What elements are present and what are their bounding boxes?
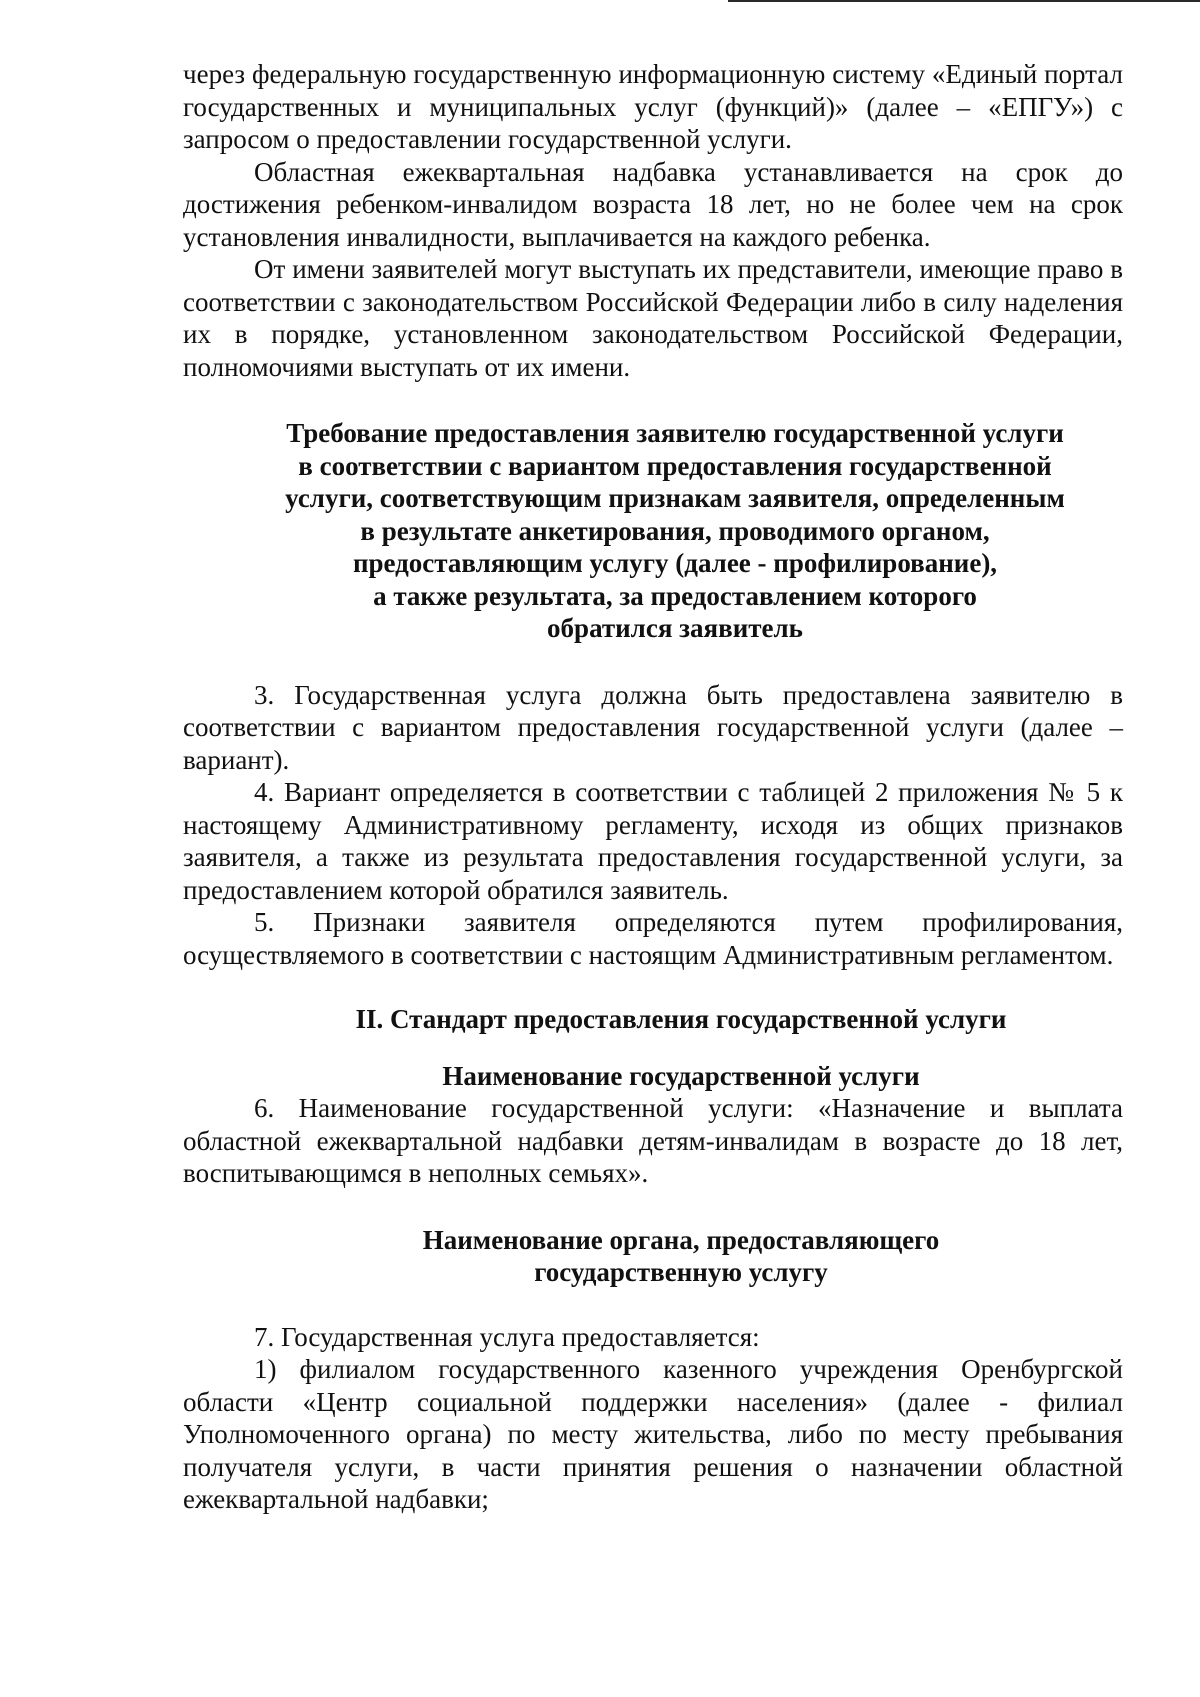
scan-edge-line xyxy=(728,0,1200,2)
paragraph-representatives: От имени заявителей могут выступать их представители, имеющие право в соответствии с законодательством Российской Федерации либо в силу наделения их в порядке, установленном законодательством Российской Федерации, полномочиями выступать от их имени. xyxy=(183,254,1123,382)
paragraph-item-4: 4. Вариант определяется в соответствии с таблицей 2 приложения № 5 к настоящему Административному регламенту, исходя из общих признаков заявителя, а также из результата предоставления государственной услуги, за предоставлением которой обратился заявитель. xyxy=(183,777,1123,905)
heading-requirement-line: а также результата, за предоставлением которого xyxy=(373,580,977,611)
heading-requirement-line: обратился заявитель xyxy=(547,613,803,643)
paragraph-item-7-1: 1) филиалом государственного казенного учреждения Оренбургской области «Центр социальной поддержки населения» (далее - филиал Уполномоченного органа) по месту жительства, либо по месту пребывания получателя услуги, в части принятия решения о назначении областной ежеквартальной надбавки; xyxy=(183,1354,1123,1514)
paragraph-item-6: 6. Наименование государственной услуги: «Назначение и выплата областной ежеквартальной надбавки детям-инвалидам в возрасте до 18 лет, воспитывающимся в неполных семьях». xyxy=(183,1093,1123,1188)
heading-service-name: Наименование государственной услуги xyxy=(442,1060,920,1091)
heading-requirement xyxy=(183,417,1123,645)
heading-requirement-line: услуги, соответствующим признакам заявителя, определенным xyxy=(285,483,1065,513)
heading-section-2: II. Стандарт предоставления государственной услуги xyxy=(355,1004,1007,1034)
document-body xyxy=(183,58,1123,1516)
heading-requirement-line: Требование предоставления заявителю государственной услуги xyxy=(286,418,1064,448)
heading-organ xyxy=(183,1224,1123,1289)
paragraph-item-3: 3. Государственная услуга должна быть предоставлена заявителю в соответствии с вариантом предоставления государственной услуги (далее – вариант). xyxy=(183,679,1123,775)
heading-requirement-line: в соответствии с вариантом предоставления государственной xyxy=(298,450,1052,481)
heading-requirement-line: в результате анкетирования, проводимого органом, xyxy=(360,515,990,546)
heading-organ-line: Наименование органа, предоставляющего xyxy=(422,1224,940,1255)
heading-organ-line: государственную услугу xyxy=(534,1257,828,1287)
paragraph-item-7: 7. Государственная услуга предоставляется: xyxy=(254,1321,760,1352)
paragraph-epgu-continuation: через федеральную государственную информационную систему «Единый портал государственных и муниципальных услуг (функций)» (далее – «ЕПГУ») с запросом о предоставлении государственной услуги. xyxy=(183,59,1123,154)
paragraph-item-5: 5. Признаки заявителя определяются путем профилирования, осуществляемого в соответствии с настоящим Административным регламентом. xyxy=(183,907,1123,970)
paragraph-allowance-term: Областная ежеквартальная надбавка устанавливается на срок до достижения ребенком-инвалидом возраста 18 лет, но не более чем на срок установления инвалидности, выплачивается на каждого ребенка. xyxy=(183,156,1123,252)
heading-requirement-line: предоставляющим услугу (далее - профилирование), xyxy=(352,548,998,578)
